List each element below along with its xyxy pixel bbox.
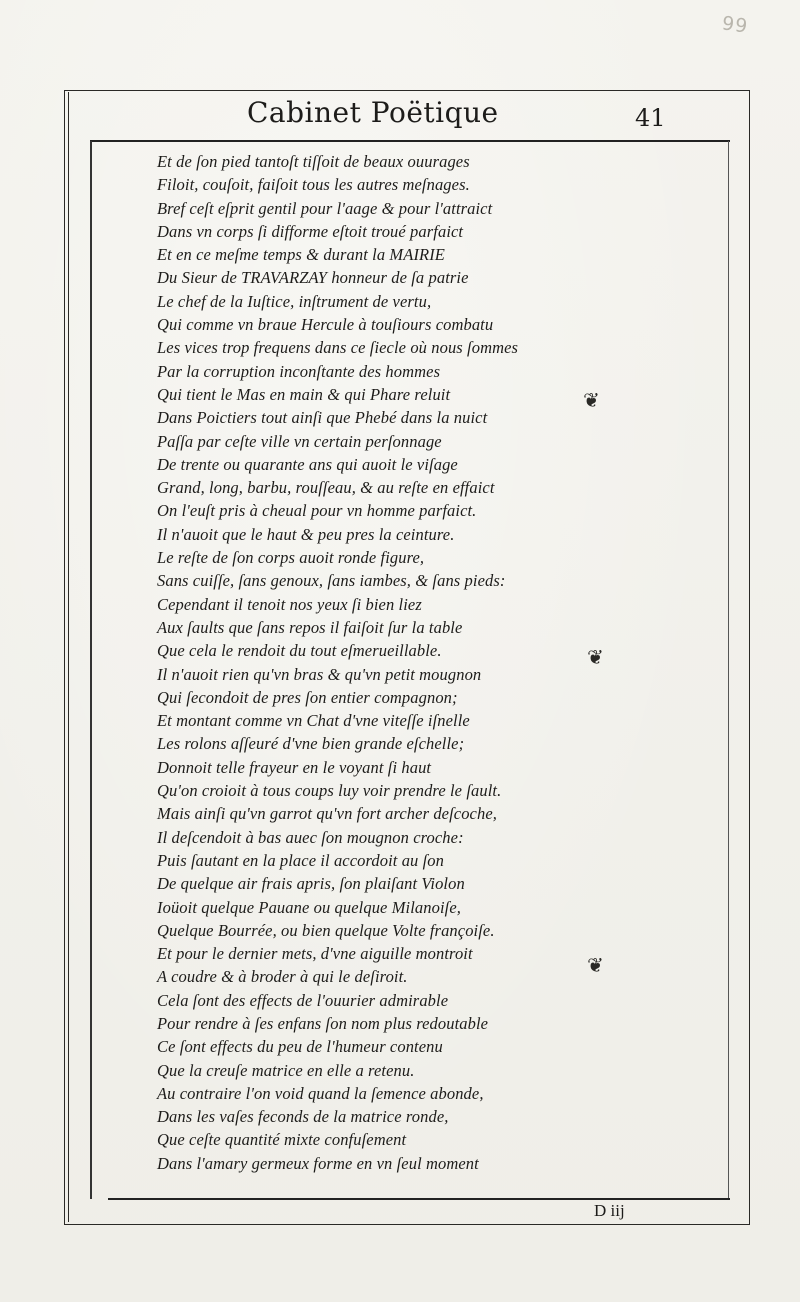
verse-line: Dans les vaſes feconds de la matrice ronde, [157,1107,449,1127]
verse-line: On l'euſt pris à cheual pour vn homme parfaict. [157,501,477,521]
text-block-left-rule [90,141,92,1199]
running-head-title: Cabinet Poëtique [247,96,499,129]
verse-line: Cela ſont des effects de l'ouurier admirable [157,990,449,1010]
text-block-bottom-rule [108,1198,730,1200]
verse-line: Dans vn corps ſi difforme eſtoit troué parfaict [157,221,464,241]
verse-line: Cependant il tenoit nos yeux ſi bien liez [157,594,422,614]
fleuron-icon: ❦ [587,645,604,669]
verse-line: Paſſa par ceſte ville vn certain perſonnage [157,431,442,451]
fleuron-icon: ❦ [583,388,600,412]
verse-line: Il deſcendoit à bas auec ſon mougnon croche: [157,827,464,847]
verse-line: Il n'auoit que le haut & peu pres la ceinture. [157,524,455,544]
verse-line: Et montant comme vn Chat d'vne viteſſe iſnelle [157,711,470,731]
verse-line: Qui ſecondoit de pres ſon entier compagnon; [157,687,458,707]
verse-line: Bref ceſt eſprit gentil pour l'aage & pour l'attraict [157,198,493,218]
verse-line: Le reſte de ſon corps auoit ronde figure, [157,548,425,568]
verse-line: Quelque Bourrée, ou bien quelque Volte françoiſe. [157,920,495,940]
verse-line: Le chef de la Iuſtice, inſtrument de vertu, [157,291,432,311]
verse-line: Il n'auoit rien qu'vn bras & qu'vn petit mougnon [157,664,482,684]
verse-line: Et en ce meſme temps & durant la MAIRIE [157,245,445,265]
verse-line: Qu'on croioit à tous coups luy voir prendre le ſault. [157,781,502,801]
signature-mark: D iij [594,1201,625,1220]
verse-line: A coudre & à broder à qui le deſiroit. [157,967,408,987]
verse-line: Mais ainſi qu'vn garrot qu'vn fort archer deſcoche, [157,804,497,824]
archive-stamp: 99 [720,12,750,38]
verse-line: Ioüoit quelque Pauane ou quelque Milanoiſe, [157,897,461,917]
verse-line: Dans l'amary germeux forme en vn ſeul moment [157,1153,479,1173]
verse-line: Les rolons aſſeuré d'vne bien grande eſchelle; [157,734,465,754]
page-number: 41 [635,104,666,132]
verse-line: Au contraire l'on void quand la ſemence abonde, [157,1083,484,1103]
poem-verses [157,150,577,1175]
verse-line: Que ceſte quantité mixte confuſement [157,1130,407,1150]
verse-line: Dans Poictiers tout ainſi que Phebé dans la nuict [157,408,488,428]
verse-line: Du Sieur de TRAVARZAY honneur de ſa patrie [157,268,469,288]
verse-line: Qui tient le Mas en main & qui Phare reluit [157,384,451,404]
verse-line: Donnoit telle frayeur en le voyant ſi haut [157,757,432,777]
frame-left-rule [68,92,69,1222]
verse-line: Que cela le rendoit du tout eſmerueillable. [157,641,442,661]
verse-line: Grand, long, barbu, rouſſeau, & au reſte en effaict [157,478,495,498]
text-block-right-rule [728,141,729,1199]
verse-line: Par la corruption inconſtante des hommes [157,361,441,381]
verse-line: De trente ou quarante ans qui auoit le viſage [157,454,458,474]
verse-line: Et de ſon pied tantoſt tiſſoit de beaux ouurages [157,152,470,171]
verse-line: Aux ſaults que ſans repos il faiſoit ſur la table [157,617,463,637]
verse-line: Que la creuſe matrice en elle a retenu. [157,1060,415,1080]
fleuron-icon: ❦ [587,953,604,977]
verse-line: Ce ſont effects du peu de l'humeur contenu [157,1037,443,1057]
verse-line: Et pour le dernier mets, d'vne aiguille montroit [157,944,473,964]
verse-line: Sans cuiſſe, ſans genoux, ſans iambes, & ſans pieds: [157,571,506,591]
verse-line: Les vices trop frequens dans ce ſiecle où nous ſommes [157,338,519,358]
verse-line: Puis ſautant en la place il accordoit au ſon [157,850,445,870]
verse-line: Pour rendre à ſes enfans ſon nom plus redoutable [157,1013,489,1033]
verse-line: De quelque air frais apris, ſon plaiſant Violon [157,874,465,894]
verse-line: Filoit, couſoit, faiſoit tous les autres meſnages. [157,175,470,195]
header-rule [90,140,730,142]
verse-line: Qui comme vn braue Hercule à touſiours combatu [157,315,494,335]
